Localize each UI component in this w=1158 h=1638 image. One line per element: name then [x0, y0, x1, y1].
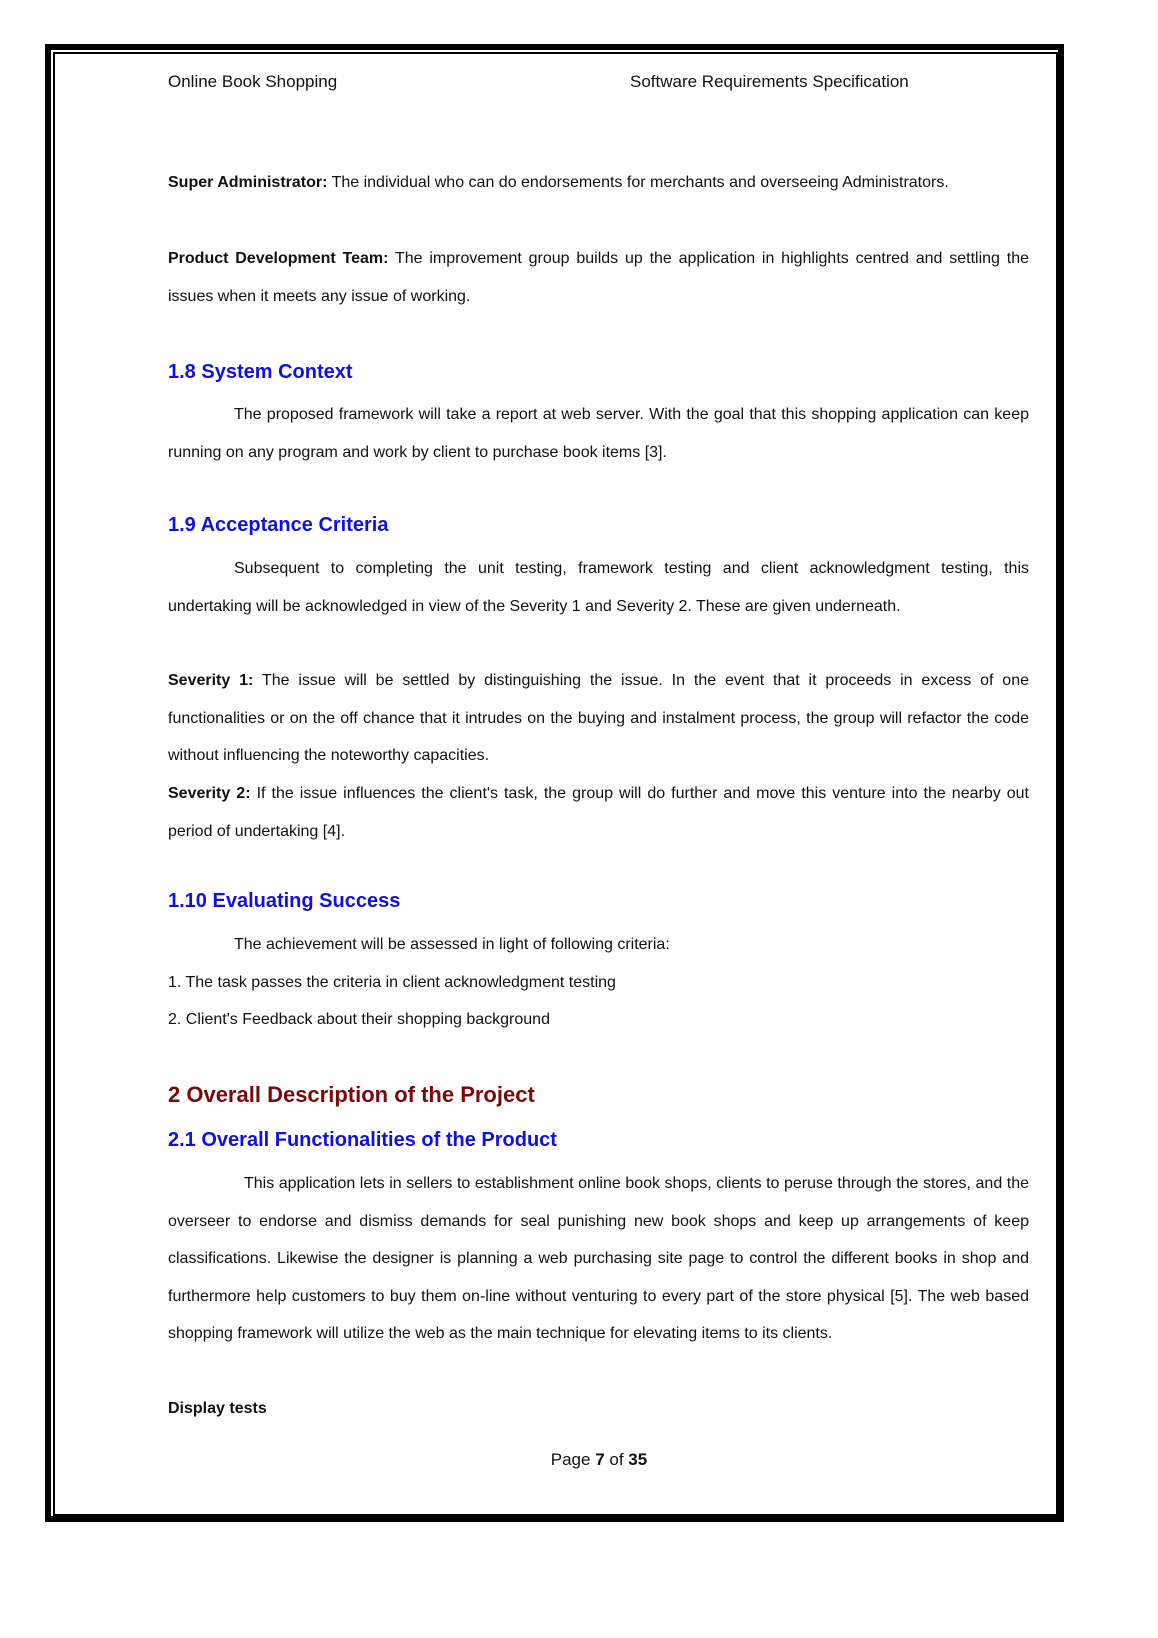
severity-1	[168, 662, 1029, 775]
definition-product-dev-team	[168, 240, 1029, 315]
footer-text: Page	[550, 1450, 596, 1469]
definition-text: The improvement group builds up the application in highlights centred and settling the issues when it meets any issue of working.	[168, 250, 1029, 305]
paragraph-acceptance: Subsequent to completing the unit testing, framework testing and client acknowledgment testing, this undertaking will be acknowledged in view of the Severity 1 and Severity 2. These are given underneath.	[168, 560, 1029, 615]
severity-text: If the issue influences the client's task, the group will do further and move this venture into the nearby out period of undertaking [4].	[168, 785, 1029, 840]
heading-2: 2 Overall Description of the Project	[168, 1082, 535, 1107]
term: Severity 1:	[168, 672, 254, 689]
heading-1-8: 1.8 System Context	[168, 361, 353, 383]
definition-text: The individual who can do endorsements for merchants and overseeing Administrators.	[327, 174, 949, 191]
header-left: Online Book Shopping	[168, 72, 338, 91]
severity-text: The issue will be settled by distinguishing the issue. In the event that it proceeds in excess of one functionalities or on the off chance that it intrudes on the buying and instalment process, the group will refactor the code without influencing the noteworthy capacities.	[168, 672, 1029, 765]
definition-super-admin	[168, 164, 1029, 202]
page-total: 35	[628, 1450, 648, 1469]
footer-text: of	[604, 1450, 629, 1469]
heading-1-9: 1.9 Acceptance Criteria	[168, 514, 389, 536]
heading-1-10: 1.10 Evaluating Success	[168, 890, 401, 912]
header-right: Software Requirements Specification	[630, 72, 909, 91]
term: Severity 2:	[168, 785, 251, 802]
severity-2	[168, 775, 1029, 850]
term: Super Administrator:	[168, 174, 328, 191]
paragraph-functionalities: This application lets in sellers to establishment online book shops, clients to peruse through the stores, and the overseer to endorse and dismiss demands for seal punishing new book shops and keep up arrangements of keep classifications. Likewise the designer is planning a web purchasing site page to control the different books in shop and furthermore help customers to buy them on-line without venturing to every part of the store physical [5]. The web based shopping framework will utilize the web as the main technique for elevating items to its clients.	[168, 1175, 1029, 1343]
paragraph-system-context: The proposed framework will take a report at web server. With the goal that this shopping application can keep running on any program and work by client to purchase book items [3].	[168, 406, 1029, 461]
list-item: 1. The task passes the criteria in client acknowledgment testing	[168, 974, 616, 991]
heading-2-1: 2.1 Overall Functionalities of the Product	[168, 1129, 557, 1151]
subheading-display-tests: Display tests	[168, 1400, 267, 1417]
page-footer	[0, 1450, 1158, 1470]
paragraph-evaluating: The achievement will be assessed in light of following criteria:	[234, 936, 670, 953]
term: Product Development Team:	[168, 250, 389, 267]
page-number: 7	[595, 1450, 605, 1469]
list-item: 2. Client's Feedback about their shopping background	[168, 1011, 550, 1028]
